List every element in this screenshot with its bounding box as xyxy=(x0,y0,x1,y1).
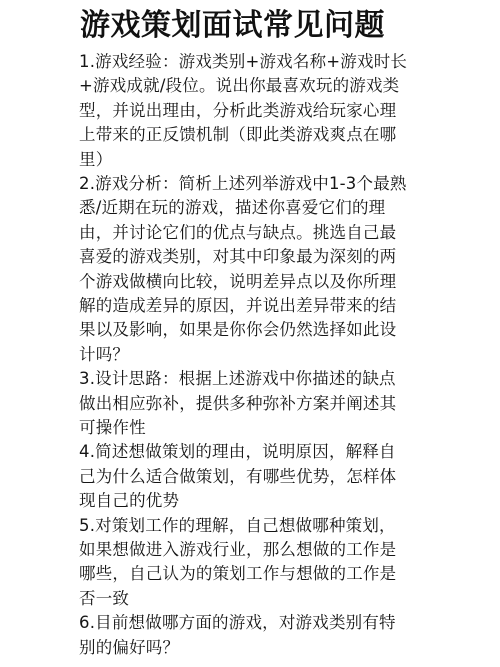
text-line: 上带来的正反馈机制（即此类游戏爽点在哪 xyxy=(79,125,397,145)
text-line: 6.目前想做哪方面的游戏，对游戏类别有特 xyxy=(79,613,396,633)
page-title: 游戏策划面试常见问题 xyxy=(80,8,385,43)
text-line: 现自己的优势 xyxy=(79,491,180,511)
text-line: 型，并说出理由，分析此类游戏给玩家心理 xyxy=(79,100,397,120)
text-line: 否一致 xyxy=(79,588,130,608)
text-line: 计吗？ xyxy=(79,344,130,364)
text-line: 个游戏做横向比较，说明差异点以及你所理 xyxy=(79,271,397,291)
text-line: 由，并讨论它们的优点与缺点。挑选自己最 xyxy=(79,222,397,242)
text-line: 喜爱的游戏类别，对其中印象最为深刻的两 xyxy=(79,247,397,267)
text-line: 3.设计思路：根据上述游戏中你描述的缺点 xyxy=(79,369,396,389)
text-line: 别的偏好吗？ xyxy=(79,637,180,657)
text-line: 己为什么适合做策划，有哪些优势，怎样体 xyxy=(79,466,397,486)
text-line: 哪些，自己认为的策划工作与想做的工作是 xyxy=(79,564,397,584)
text-line: 解的造成差异的原因，并说出差异带来的结 xyxy=(79,296,397,315)
text-line: 可操作性 xyxy=(79,418,146,437)
text-line: 1.游戏经验：游戏类别+游戏名称+游戏时长 xyxy=(79,52,408,71)
text-line: 果以及影响，如果是你你会仍然选择如此设 xyxy=(79,320,397,340)
text-line: 如果想做进入游戏行业，那么想做的工作是 xyxy=(79,540,397,559)
text-line: 4.简述想做策划的理由，说明原因，解释自 xyxy=(79,442,396,462)
text-line: 5.对策划工作的理解，自己想做哪种策划， xyxy=(79,515,396,535)
text-line: 悉/近期在玩的游戏，描述你喜爱它们的理 xyxy=(79,198,386,218)
text-line: 2.游戏分析：简析上述列举游戏中1-3个最熟 xyxy=(79,174,407,193)
text-line: +游戏成就/段位。说出你最喜欢玩的游戏类 xyxy=(79,76,400,96)
text-line: 做出相应弥补，提供多种弥补方案并阐述其 xyxy=(79,393,397,413)
text-line: 里） xyxy=(79,149,113,169)
